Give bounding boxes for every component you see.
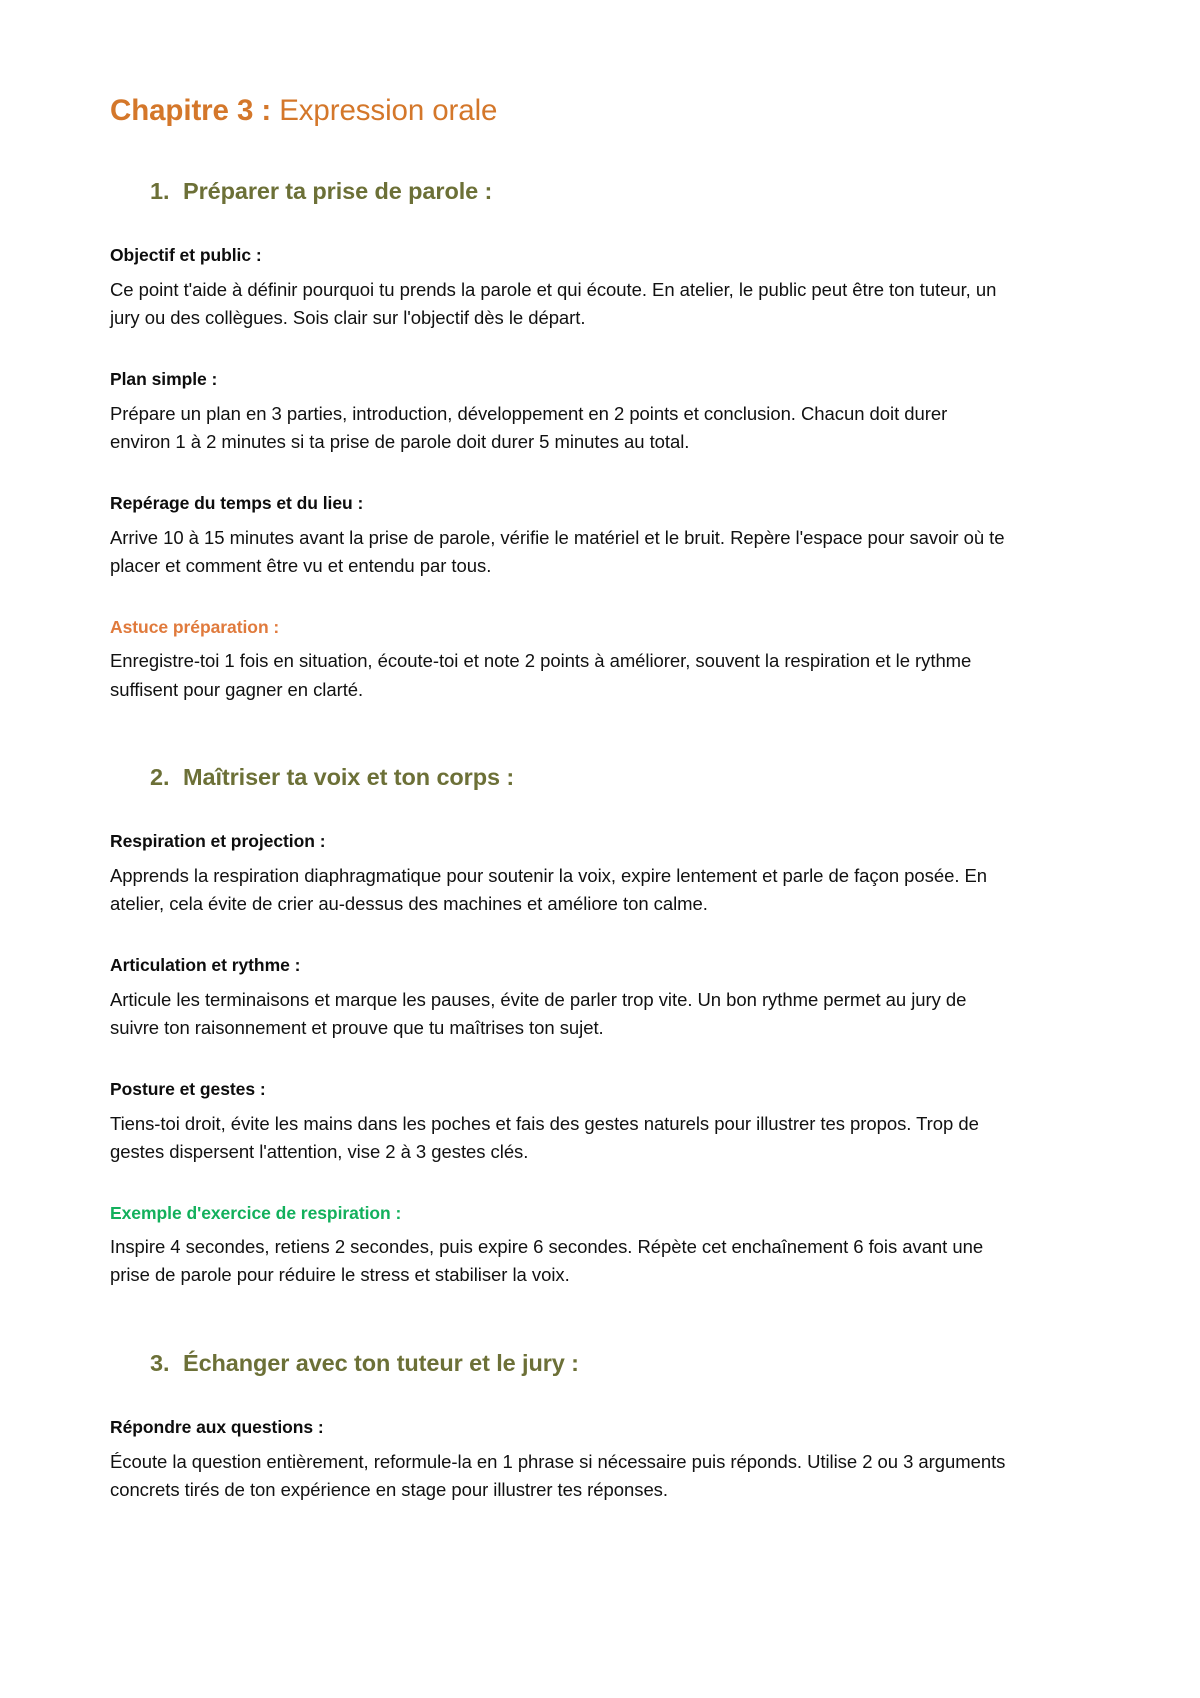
block-body: Enregistre-toi 1 fois en situation, écoute-toi et note 2 points à améliorer, souvent la respiration et le rythme suffisent pour gagner en clarté.	[110, 650, 972, 700]
content-block	[110, 954, 1010, 1042]
chapter-label: Chapitre 3 :	[110, 94, 272, 127]
block-body: Apprends la respiration diaphragmatique pour soutenir la voix, expire lentement et parle de façon posée. En atelier, cela évite de crier au-dessus des machines et améliore ton calme.	[110, 864, 988, 914]
chapter-name: Expression orale	[279, 94, 498, 127]
block-title: Objectif et public :	[110, 245, 262, 266]
content-block-tip	[110, 616, 1010, 704]
block-body: Écoute la question entièrement, reformule-la en 1 phrase si nécessaire puis réponds. Utilise 2 ou 3 arguments concrets tirés de ton expérience en stage pour illustrer tes réponses.	[110, 1450, 1006, 1500]
block-title: Articulation et rythme :	[110, 955, 301, 976]
block-title: Repérage du temps et du lieu :	[110, 492, 364, 513]
content-block	[110, 244, 1010, 332]
section-title-2: Maîtriser ta voix et ton corps :	[183, 763, 515, 790]
content-block	[110, 1078, 1010, 1166]
block-body: Inspire 4 secondes, retiens 2 secondes, puis expire 6 secondes. Répète cet enchaînement 6 fois avant une prise de parole pour réduire le stress et stabiliser la voix.	[110, 1236, 984, 1286]
block-body: Arrive 10 à 15 minutes avant la prise de parole, vérifie le matériel et le bruit. Repère l'espace pour savoir où te placer et comment être vu et entendu par tous.	[110, 526, 1005, 576]
section-title-1: Préparer ta prise de parole :	[183, 177, 493, 204]
content-block	[110, 368, 1010, 456]
document-content	[110, 92, 1010, 1504]
content-block-example	[110, 1202, 1010, 1290]
content-block	[110, 492, 1010, 580]
section-heading-1	[110, 176, 1010, 207]
section-number-3: 3.	[150, 1349, 170, 1376]
section-title-3: Échanger avec ton tuteur et le jury :	[183, 1349, 579, 1376]
block-title: Posture et gestes :	[110, 1078, 266, 1099]
section-heading-2	[110, 762, 1010, 793]
block-body: Prépare un plan en 3 parties, introduction, développement en 2 points et conclusion. Chacun doit durer environ 1 à 2 minutes si ta prise de parole doit durer 5 minutes au total.	[110, 402, 948, 452]
content-block	[110, 1416, 1010, 1504]
block-body: Tiens-toi droit, évite les mains dans les poches et fais des gestes naturels pour illustrer tes propos. Trop de gestes dispersent l'attention, vise 2 à 3 gestes clés.	[110, 1112, 979, 1162]
block-title: Plan simple :	[110, 369, 218, 390]
content-block	[110, 830, 1010, 918]
block-title: Répondre aux questions :	[110, 1417, 324, 1438]
page-title	[110, 92, 1010, 130]
block-title: Respiration et projection :	[110, 831, 326, 852]
section-heading-3	[110, 1348, 1010, 1379]
block-body: Ce point t'aide à définir pourquoi tu prends la parole et qui écoute. En atelier, le public peut être ton tuteur, un jury ou des collègues. Sois clair sur l'objectif dès le départ.	[110, 278, 997, 329]
section-number-1: 1.	[150, 177, 170, 204]
block-title-tip: Astuce préparation :	[110, 616, 280, 637]
block-body: Articule les terminaisons et marque les pauses, évite de parler trop vite. Un bon rythme permet au jury de suivre ton raisonnement et prouve que tu maîtrises ton sujet.	[110, 988, 967, 1038]
section-number-2: 2.	[150, 763, 170, 790]
block-title-example: Exemple d'exercice de respiration :	[110, 1202, 402, 1223]
